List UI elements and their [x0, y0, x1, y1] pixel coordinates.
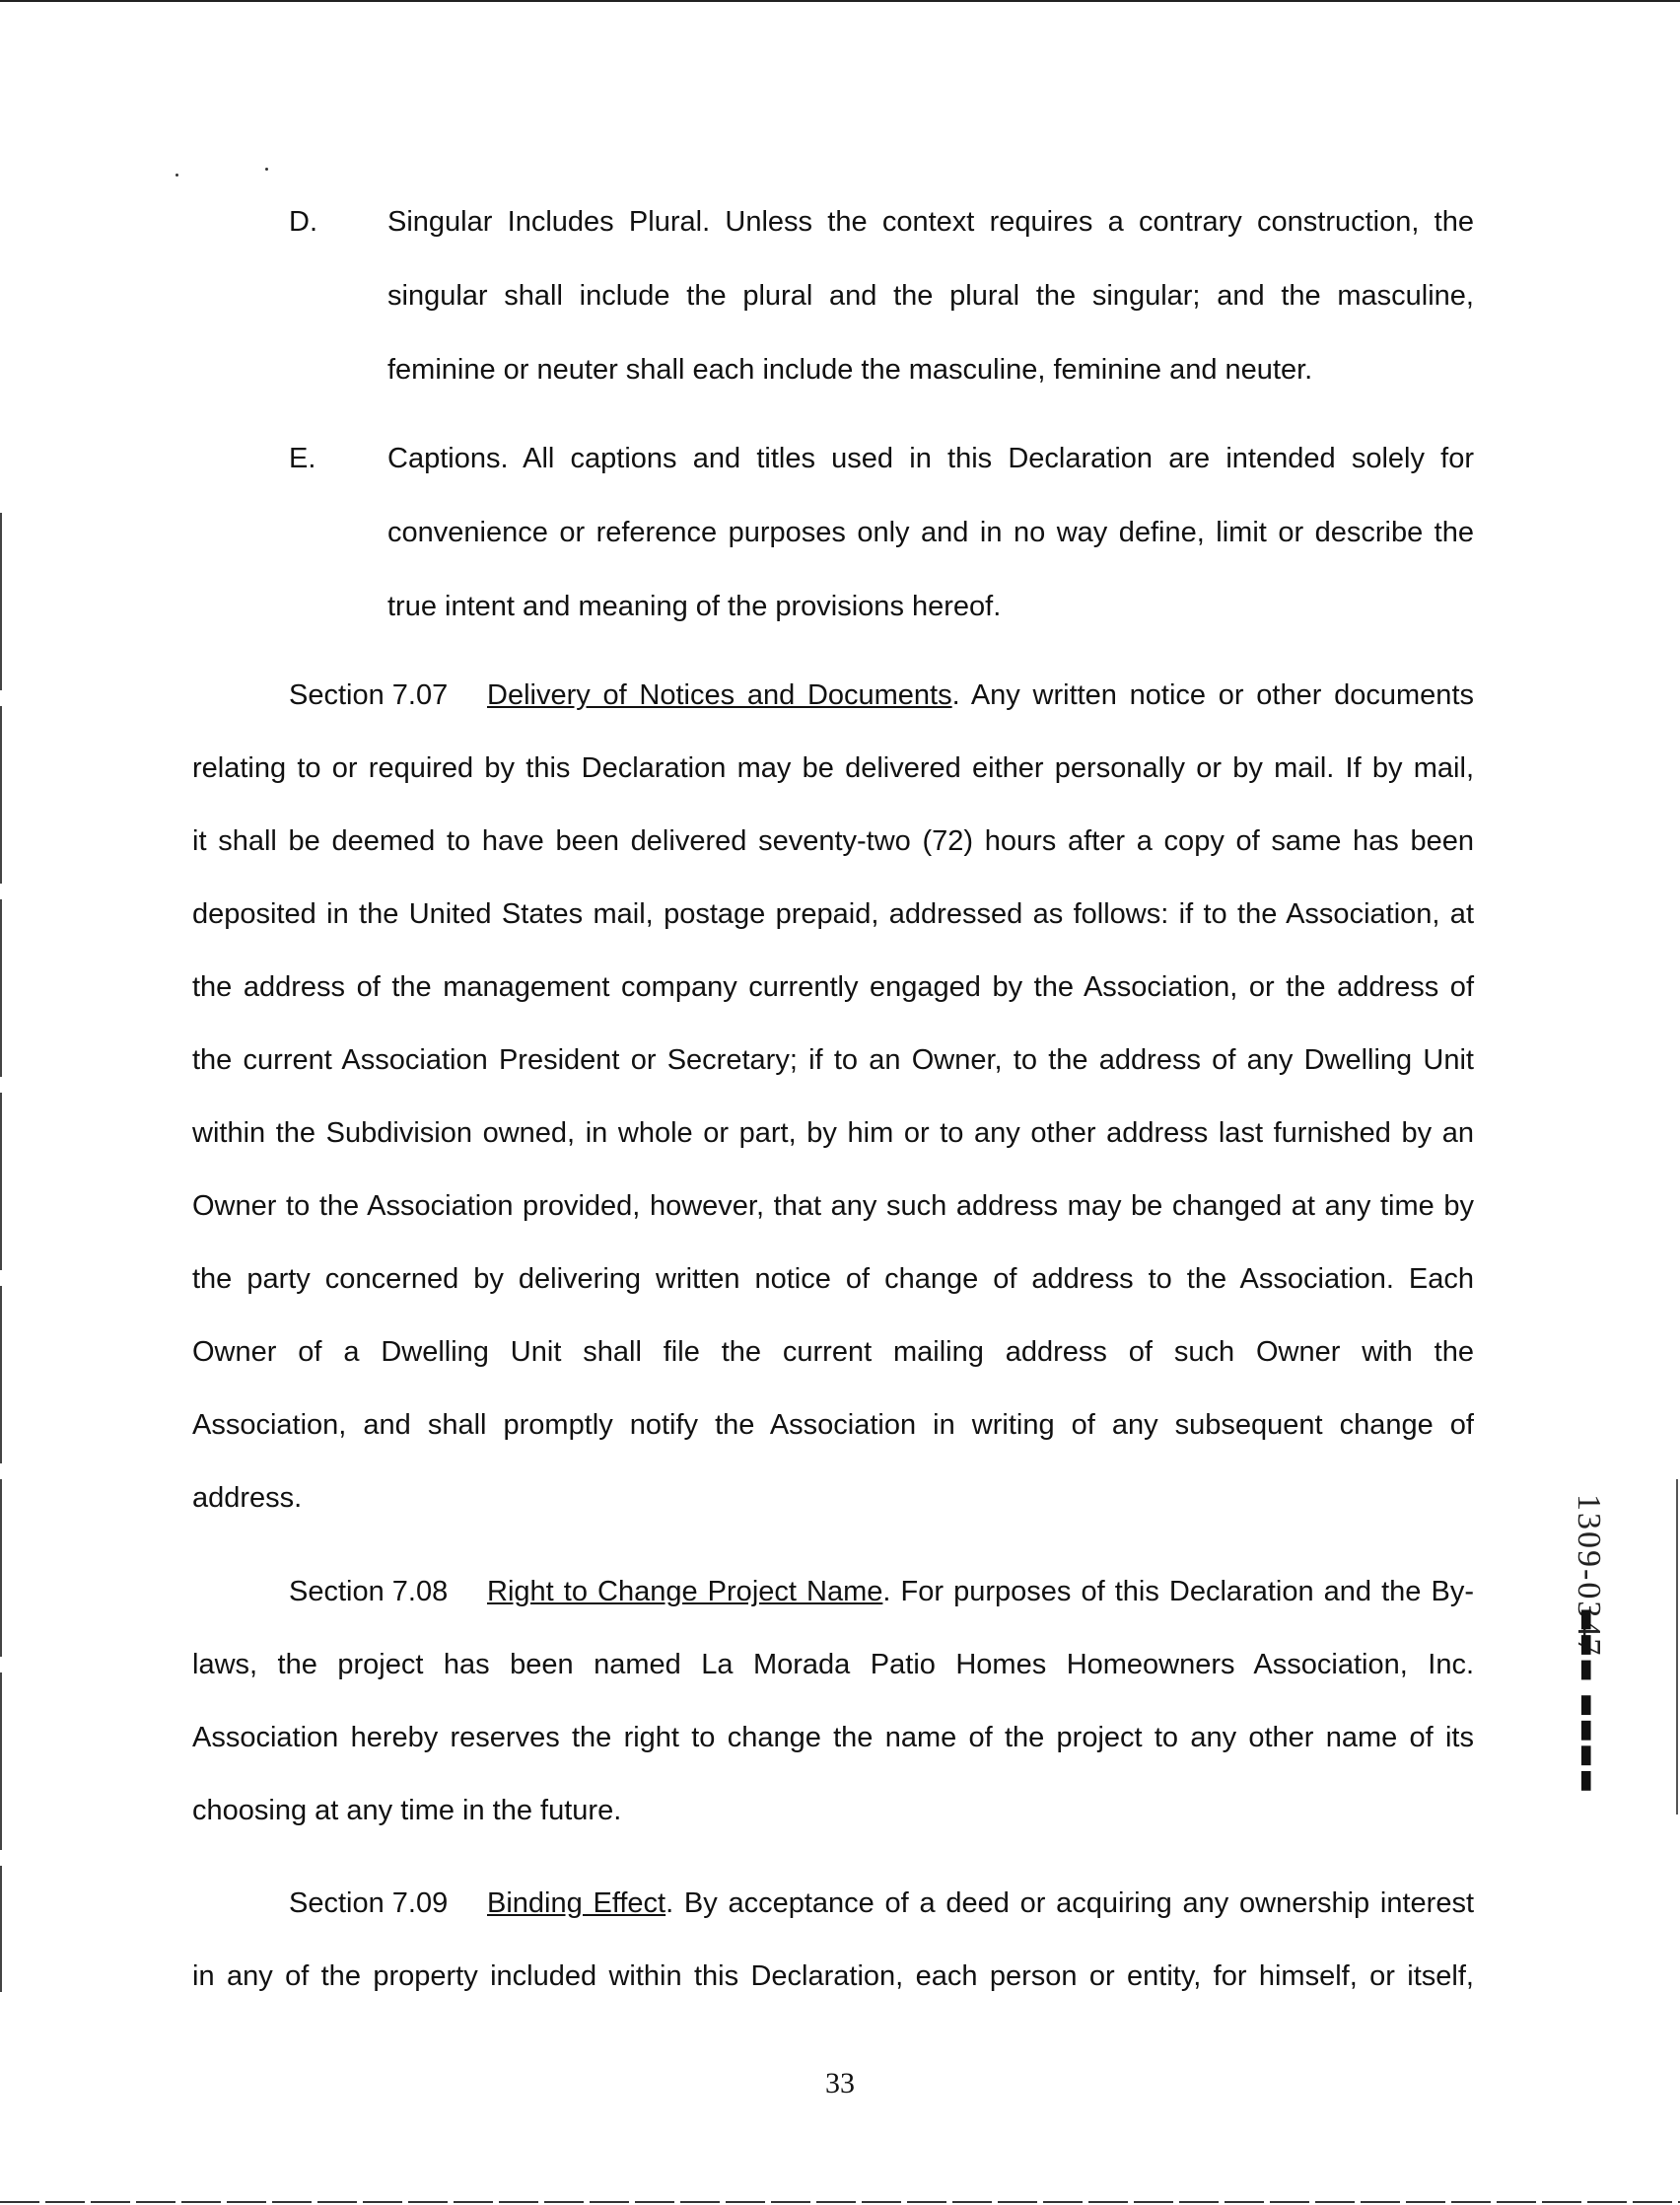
section-7-08-line: choosing at any time in the future.: [192, 1795, 622, 1826]
section-7-07-line: address.: [192, 1482, 303, 1514]
item-e-line: convenience or reference purposes only and in no way define, limit or describe the: [387, 517, 1474, 548]
item-e-line: Captions. All captions and titles used in this Declaration are intended solely for: [387, 443, 1474, 474]
section-7-07-line: Association, and shall promptly notify the Association in writing of any subsequent change of: [192, 1409, 1474, 1441]
section-7-09-lead: [487, 1886, 1474, 1920]
scan-border-top: [0, 0, 1680, 2]
item-e-line: true intent and meaning of the provisions hereof.: [387, 591, 1002, 622]
scan-border-right: [1676, 1479, 1678, 1814]
section-7-08-line: laws, the project has been named La Morada Patio Homes Homeowners Association, Inc.: [192, 1649, 1474, 1680]
scan-speck: [265, 168, 268, 171]
section-7-08-lead: [487, 1575, 1474, 1608]
section-7-09-number: Section 7.09: [289, 1887, 449, 1919]
section-7-07-line: the current Association President or Secretary; if to an Owner, to the address of any Dwelling Unit: [192, 1044, 1474, 1076]
section-7-09-title: Binding Effect: [487, 1887, 666, 1919]
scan-border-left: [0, 513, 2, 1992]
section-7-07-line: the party concerned by delivering written notice of change of address to the Association. Each: [192, 1263, 1474, 1295]
item-d-line: feminine or neuter shall each include the masculine, feminine and neuter.: [387, 354, 1313, 386]
section-7-07-line: within the Subdivision owned, in whole or part, by him or to any other address last furnished by an: [192, 1117, 1474, 1149]
item-d-line: singular shall include the plural and the plural the singular; and the masculine,: [387, 280, 1474, 312]
section-7-08-number: Section 7.08: [289, 1576, 449, 1607]
section-7-07-line: Owner to the Association provided, however, that any such address may be changed at any time by: [192, 1190, 1474, 1222]
item-e-label: E.: [289, 443, 316, 474]
section-7-07-line: deposited in the United States mail, postage prepaid, addressed as follows: if to the Association, at: [192, 898, 1474, 930]
recording-stamp-smudge: ▬▬▬ ▬▬▬▬: [1573, 1607, 1602, 1795]
page-number: 33: [825, 2067, 855, 2099]
section-7-07-line: it shall be deemed to have been delivered seventy-two (72) hours after a copy of same has been: [192, 825, 1474, 857]
scan-border-bottom: [0, 2201, 1680, 2203]
section-7-08-line: Association hereby reserves the right to change the name of the project to any other name of its: [192, 1722, 1474, 1753]
recording-stamp: 1309-0347: [1571, 1494, 1607, 1658]
section-7-07-line: Owner of a Dwelling Unit shall file the current mailing address of such Owner with the: [192, 1336, 1474, 1368]
section-7-09-lead-text: . By acceptance of a deed or acquiring any ownership interest: [665, 1887, 1475, 1919]
section-7-07-line: the address of the management company currently engaged by the Association, or the address of: [192, 971, 1474, 1003]
section-7-08-title: Right to Change Project Name: [487, 1576, 883, 1607]
item-d-label: D.: [289, 206, 317, 238]
item-d-line: Singular Includes Plural. Unless the context requires a contrary construction, the: [387, 206, 1474, 238]
section-7-07-lead-text: . Any written notice or other documents: [951, 679, 1474, 711]
section-7-07-line: relating to or required by this Declaration may be delivered either personally or by mail. If by mail,: [192, 752, 1474, 784]
section-7-08-lead-text: . For purposes of this Declaration and the By-: [882, 1576, 1475, 1607]
section-7-07-lead: [487, 678, 1474, 712]
scan-speck: [175, 174, 178, 177]
section-7-07-title: Delivery of Notices and Documents: [487, 679, 952, 711]
section-7-07-number: Section 7.07: [289, 679, 449, 711]
section-7-09-line: in any of the property included within this Declaration, each person or entity, for himself, or itself,: [192, 1960, 1474, 1992]
